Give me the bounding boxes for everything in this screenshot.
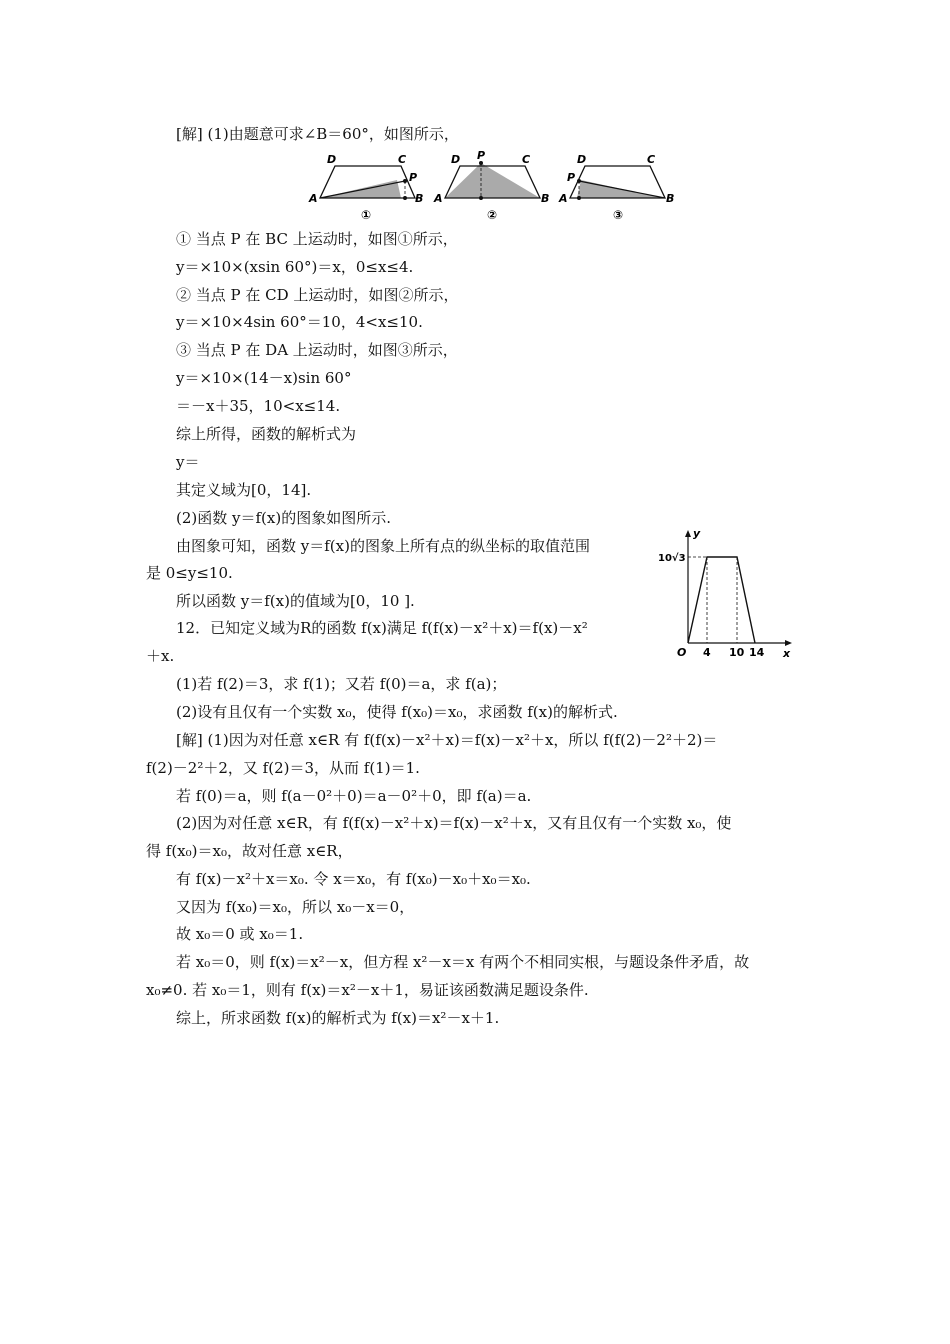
range-text: 由图象可知，函数 y＝f(x)的图象上所有点的纵坐标的取值范围 (176, 537, 590, 555)
solution-12-line-10: x₀≠0. 若 x₀＝1，则有 f(x)＝x²－x＋1，易证该函数满足题设条件. (146, 981, 589, 999)
part-2-text: (2)函数 y＝f(x)的图象如图所示. (176, 509, 391, 527)
trapezoid-figures (305, 146, 685, 226)
x-tick-10: 10 (729, 646, 745, 659)
problem-12-part-1: (1)若 f(2)＝3，求 f(1)；又若 f(0)＝a，求 f(a)； (176, 675, 507, 693)
x-tick-14: 14 (749, 646, 765, 659)
case-3-text: ③ 当点 P 在 DA 上运动时，如图③所示， (176, 341, 458, 359)
problem-12-part-2: (2)设有且仅有一个实数 x₀，使得 f(x₀)＝x₀，求函数 f(x)的解析式. (176, 703, 618, 721)
figure-2 (433, 149, 549, 222)
label-p: P (409, 171, 418, 184)
y-axis-label: y (693, 527, 701, 540)
case-1-formula: y＝×10×(xsin 60°)＝x，0≤x≤4. (176, 258, 414, 276)
solution-12-conclusion: 综上，所求函数 f(x)的解析式为 f(x)＝x²－x＋1. (176, 1009, 500, 1027)
range-conclusion: 所以函数 y＝f(x)的值域为[0，10 ]. (176, 592, 415, 610)
solution-12-line-4: (2)因为对任意 x∈R，有 f(f(x)－x²＋x)＝f(x)－x²＋x，又有且仅有一个实数 x₀，使 (176, 814, 732, 832)
solution-intro: [解] (1)由题意可求∠B＝60°，如图所示， (176, 125, 459, 143)
y-tick-label: 10√3 (658, 553, 686, 564)
label-c: C (522, 153, 531, 166)
origin-label: O (677, 646, 687, 659)
label-p: P (567, 171, 576, 184)
solution-12-line-6: 有 f(x)－x²＋x＝x₀. 令 x＝x₀，有 f(x₀)－x₀＋x₀＝x₀. (176, 870, 531, 888)
case-3-formula-cont: ＝－x＋35，10<x≤14. (176, 397, 341, 415)
label-a: A (559, 192, 568, 205)
label-d: D (451, 153, 461, 166)
case-2-formula: y＝×10×4sin 60°＝10，4<x≤10. (176, 313, 423, 331)
label-c: C (398, 153, 407, 166)
summary-formula: y＝ (176, 453, 200, 471)
case-3-formula: y＝×10×(14－x)sin 60° (176, 369, 352, 387)
solution-12-line-9: 若 x₀＝0，则 f(x)＝x²－x，但方程 x²－x＝x 有两个不相同实根，与题设条件矛盾，故 (176, 953, 750, 971)
problem-12-statement-cont: ＋x. (146, 647, 175, 665)
caption-1: ① (361, 208, 372, 222)
caption-3: ③ (613, 208, 624, 222)
domain-text: 其定义域为[0，14]. (176, 481, 312, 499)
label-b: B (541, 192, 550, 205)
solution-12-line-5: 得 f(x₀)＝x₀，故对任意 x∈R， (146, 842, 353, 860)
solution-12-line-1: [解] (1)因为对任意 x∈R 有 f(f(x)－x²＋x)＝f(x)－x²＋x，所以 f(f(2)－2²＋2)＝ (176, 731, 718, 749)
function-graph (655, 525, 795, 660)
label-d: D (577, 153, 587, 166)
label-c: C (647, 153, 656, 166)
x-tick-4: 4 (703, 646, 711, 659)
problem-12-statement: 12．已知定义域为R的函数 f(x)满足 f(f(x)－x²＋x)＝f(x)－x² (176, 619, 588, 637)
solution-12-line-3: 若 f(0)＝a，则 f(a－0²＋0)＝a－0²＋0，即 f(a)＝a. (176, 787, 532, 805)
case-1-text: ① 当点 P 在 BC 上运动时，如图①所示， (176, 230, 458, 248)
caption-2: ② (487, 208, 498, 222)
solution-12-line-8: 故 x₀＝0 或 x₀＝1. (176, 925, 304, 943)
label-a: A (434, 192, 443, 205)
label-b: B (415, 192, 424, 205)
solution-12-line-7: 又因为 f(x₀)＝x₀，所以 x₀－x＝0， (176, 898, 415, 916)
label-a: A (309, 192, 318, 205)
figure-1 (308, 153, 423, 222)
case-2-text: ② 当点 P 在 CD 上运动时，如图②所示， (176, 286, 459, 304)
summary-text: 综上所得，函数的解析式为 (176, 425, 357, 443)
label-d: D (327, 153, 337, 166)
range-text-cont: 是 0≤y≤10. (146, 564, 233, 582)
label-p: P (477, 149, 486, 162)
x-axis-label: x (783, 647, 791, 660)
figure-3 (558, 153, 674, 222)
label-b: B (666, 192, 675, 205)
solution-12-line-2: f(2)－2²＋2，又 f(2)＝3，从而 f(1)＝1. (146, 759, 420, 777)
